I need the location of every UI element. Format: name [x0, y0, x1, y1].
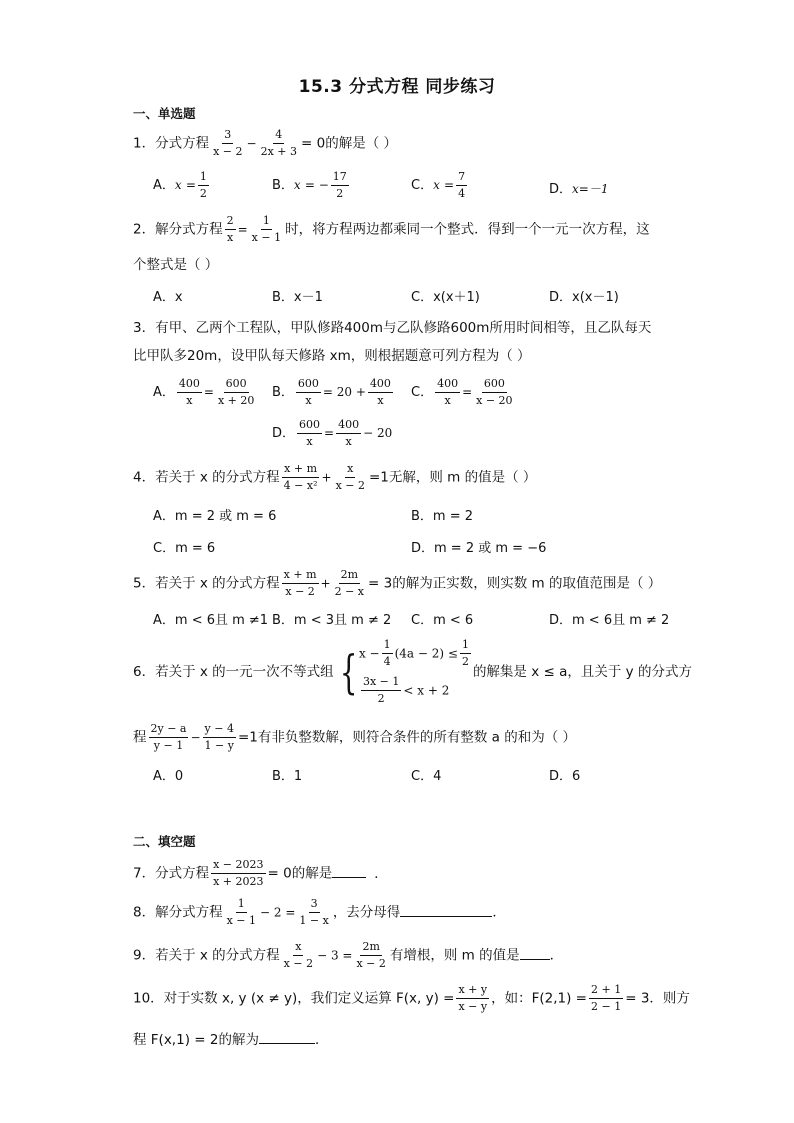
question-6-text-cont: 的解集是 x ≤ a，且关于 y 的分式方 [472, 664, 692, 680]
option-label: B． [272, 385, 294, 400]
question-6-line2-tail: =1有非负整数解，则符合条件的所有整数 a 的和为（ ） [237, 729, 577, 746]
question-10-stem: 10．对于实数 x, y (x ≠ y)，我们定义运算 F(x, y) = $\frac{x + y}{x - y}$ ，如：F(2,1) = $\frac{2 + 1}{2 - 1}$ = 3．则方 [133, 983, 690, 1013]
q6-option-a[interactable]: A．0 [153, 769, 184, 784]
q5-option-b[interactable]: B．m < 3且 m ≠ 2 [272, 613, 392, 628]
question-9-end: ． [549, 947, 564, 964]
option-label: B． [272, 178, 294, 193]
inequality-system: x − $\frac{1}{4}$ (4a − 2) ≤ $\frac{1}{2}$ $\frac{3x - 1}{2}$ < x + 2 [358, 638, 469, 705]
question-3-line2: 比甲队多20m，设甲队每天修路 xm，则根据题意可列方程为（ ） [133, 348, 531, 364]
question-10-line2 [133, 1030, 328, 1050]
section-heading-fill-in: 二、填空题 [133, 834, 196, 849]
question-5-text: 5．若关于 x 的分式方程 [133, 575, 280, 592]
question-1-tail: = 0的解是（ ） [301, 135, 397, 152]
q3-option-a[interactable]: A． $\frac{400}{x}$ = $\frac{600}{x + 20}$ [153, 377, 255, 407]
question-7-stem: 7．分式方程 $\frac{x - 2023}{x + 2023}$ = 0的解是 ． [133, 858, 388, 888]
question-8-end: ． [492, 904, 506, 921]
question-4-stem: 4．若关于 x 的分式方程 $\frac{x + m}{\text{4 − x²}}$ + $\frac{x}{x - 2}$ =1无解，则 m 的值是（ ） [133, 462, 537, 492]
fraction: $\frac{3}{x - 2}$ [213, 128, 243, 158]
question-4-text: 4．若关于 x 的分式方程 [133, 469, 280, 486]
q6-option-c[interactable]: C．4 [411, 769, 442, 784]
question-9-stem: 9．若关于 x 的分式方程 $\frac{x}{x - 2}$ − 3 = $\frac{2m}{x - 2}$ 有增根，则 m 的值是 ． [133, 940, 564, 970]
question-5-stem: 5．若关于 x 的分式方程 $\frac{x + m}{x - 2}$ + $\frac{2m}{2 - x}$ = 3的解为正实数，则实数 m 的取值范围是（ ） [133, 568, 662, 598]
answer-blank[interactable] [520, 947, 550, 960]
question-8-text-cont: ，去分母得 [332, 904, 401, 921]
question-6-stem [133, 638, 692, 706]
answer-blank[interactable] [332, 865, 366, 878]
question-6-line2-start: 程 [133, 729, 147, 746]
q4-option-a[interactable]: A．m = 2 或 m = 6 [153, 509, 277, 524]
option-label: D． [549, 182, 573, 197]
q2-option-d[interactable]: D．x(x－1) [549, 290, 619, 305]
question-9-text: 9．若关于 x 的分式方程 [133, 947, 280, 964]
fraction: $\frac{4}{2x + 3}$ [260, 128, 297, 158]
answer-blank[interactable] [400, 904, 492, 917]
question-6-text: 6．若关于 x 的一元一次不等式组 [133, 664, 334, 680]
q1-option-c[interactable]: C．x = $\frac{7}{4}$ [411, 170, 466, 200]
q3-option-b[interactable]: B． $\frac{600}{x}$ = 20 + $\frac{400}{x}$ [272, 377, 391, 407]
question-8-text: 8．解分式方程 [133, 904, 223, 921]
question-2-text: 2．解分式方程 [133, 221, 223, 238]
question-3-line1: 3．有甲、乙两个工程队，甲队修路400m与乙队修路600m所用时间相等，且乙队每天 [133, 320, 652, 336]
option-value: x=－1 [572, 182, 609, 196]
q4-option-c[interactable]: C．m = 6 [153, 541, 216, 556]
question-8-stem: 8．解分式方程 $\frac{1}{x - 1}$ − 2 = $\frac{3}{1 - x}$ ，去分母得 ． [133, 897, 506, 927]
question-10-text: 10．对于实数 x, y (x ≠ y)，我们定义运算 F(x, y) = [133, 990, 455, 1007]
brace-icon: { [339, 645, 358, 699]
question-7-text: 7．分式方程 [133, 865, 210, 882]
option-label: D． [272, 426, 296, 441]
answer-blank[interactable] [259, 1031, 315, 1044]
question-5-tail: = 3的解为正实数，则实数 m 的取值范围是（ ） [368, 575, 662, 592]
question-10-line2-end: ． [314, 1032, 329, 1048]
question-4-tail: =1无解，则 m 的值是（ ） [368, 469, 537, 486]
q1-option-b[interactable]: B．x = − $\frac{17}{2}$ [272, 170, 347, 200]
question-10-text-end: = 3．则方 [625, 990, 690, 1007]
q2-option-c[interactable]: C．x(x＋1) [411, 290, 480, 305]
question-2-line2: 个整式是（ ） [133, 257, 219, 273]
option-label: A． [153, 178, 175, 193]
option-label: C． [411, 385, 434, 400]
question-7-text-cont: = 0的解是 [267, 865, 333, 882]
question-1-stem: 1．分式方程 $\frac{3}{x - 2}$ − $\frac{4}{2x + 3}$ = 0的解是（ ） [133, 128, 397, 158]
q5-option-d[interactable]: D．m < 6且 m ≠ 2 [549, 613, 670, 628]
question-2-text-cont: 时，将方程两边都乘同一个整式．得到一个一元一次方程，这 [285, 221, 650, 238]
question-2-stem: 2．解分式方程 $\frac{2}{x}$ = $\frac{1}{x - 1}$ 时，将方程两边都乘同一个整式．得到一个一元一次方程，这 [133, 214, 650, 244]
page-title: 15.3 分式方程 同步练习 [298, 77, 496, 97]
q6-option-b[interactable]: B．1 [272, 769, 303, 784]
q5-option-a[interactable]: A．m < 6且 m ≠1 [153, 613, 269, 628]
q5-option-c[interactable]: C．m < 6 [411, 613, 474, 628]
question-6-line2: 程 $\frac{2y - a}{y - 1}$ − $\frac{y - 4}{1 - y}$ =1有非负整数解，则符合条件的所有整数 a 的和为（ ） [133, 722, 577, 752]
option-label: A． [153, 385, 175, 400]
option-label: C． [411, 178, 434, 193]
q4-option-d[interactable]: D．m = 2 或 m = −6 [411, 541, 547, 556]
question-9-text-cont: 有增根，则 m 的值是 [389, 947, 520, 964]
q2-option-a[interactable]: A．x [153, 290, 183, 305]
q1-option-a[interactable]: A．x = $\frac{1}{2}$ [153, 170, 207, 200]
q4-option-b[interactable]: B．m = 2 [411, 509, 474, 524]
question-7-end: ． [374, 865, 388, 882]
q3-option-c[interactable]: C． $\frac{400}{x}$ = $\frac{600}{x - 20}$ [411, 377, 513, 407]
q2-option-b[interactable]: B．x－1 [272, 290, 323, 305]
question-10-text-cont: ，如：F(2,1) = [491, 990, 587, 1007]
question-1-text: 1．分式方程 [133, 135, 210, 152]
q6-option-d[interactable]: D．6 [549, 769, 581, 784]
question-10-line2-start: 程 F(x,1) = 2的解为 [133, 1032, 259, 1048]
section-heading-single-choice: 一、单选题 [133, 106, 196, 121]
q1-option-d[interactable] [549, 178, 608, 197]
q3-option-d[interactable]: D． $\frac{600}{x}$ = $\frac{400}{x}$ − 20 [272, 418, 393, 448]
